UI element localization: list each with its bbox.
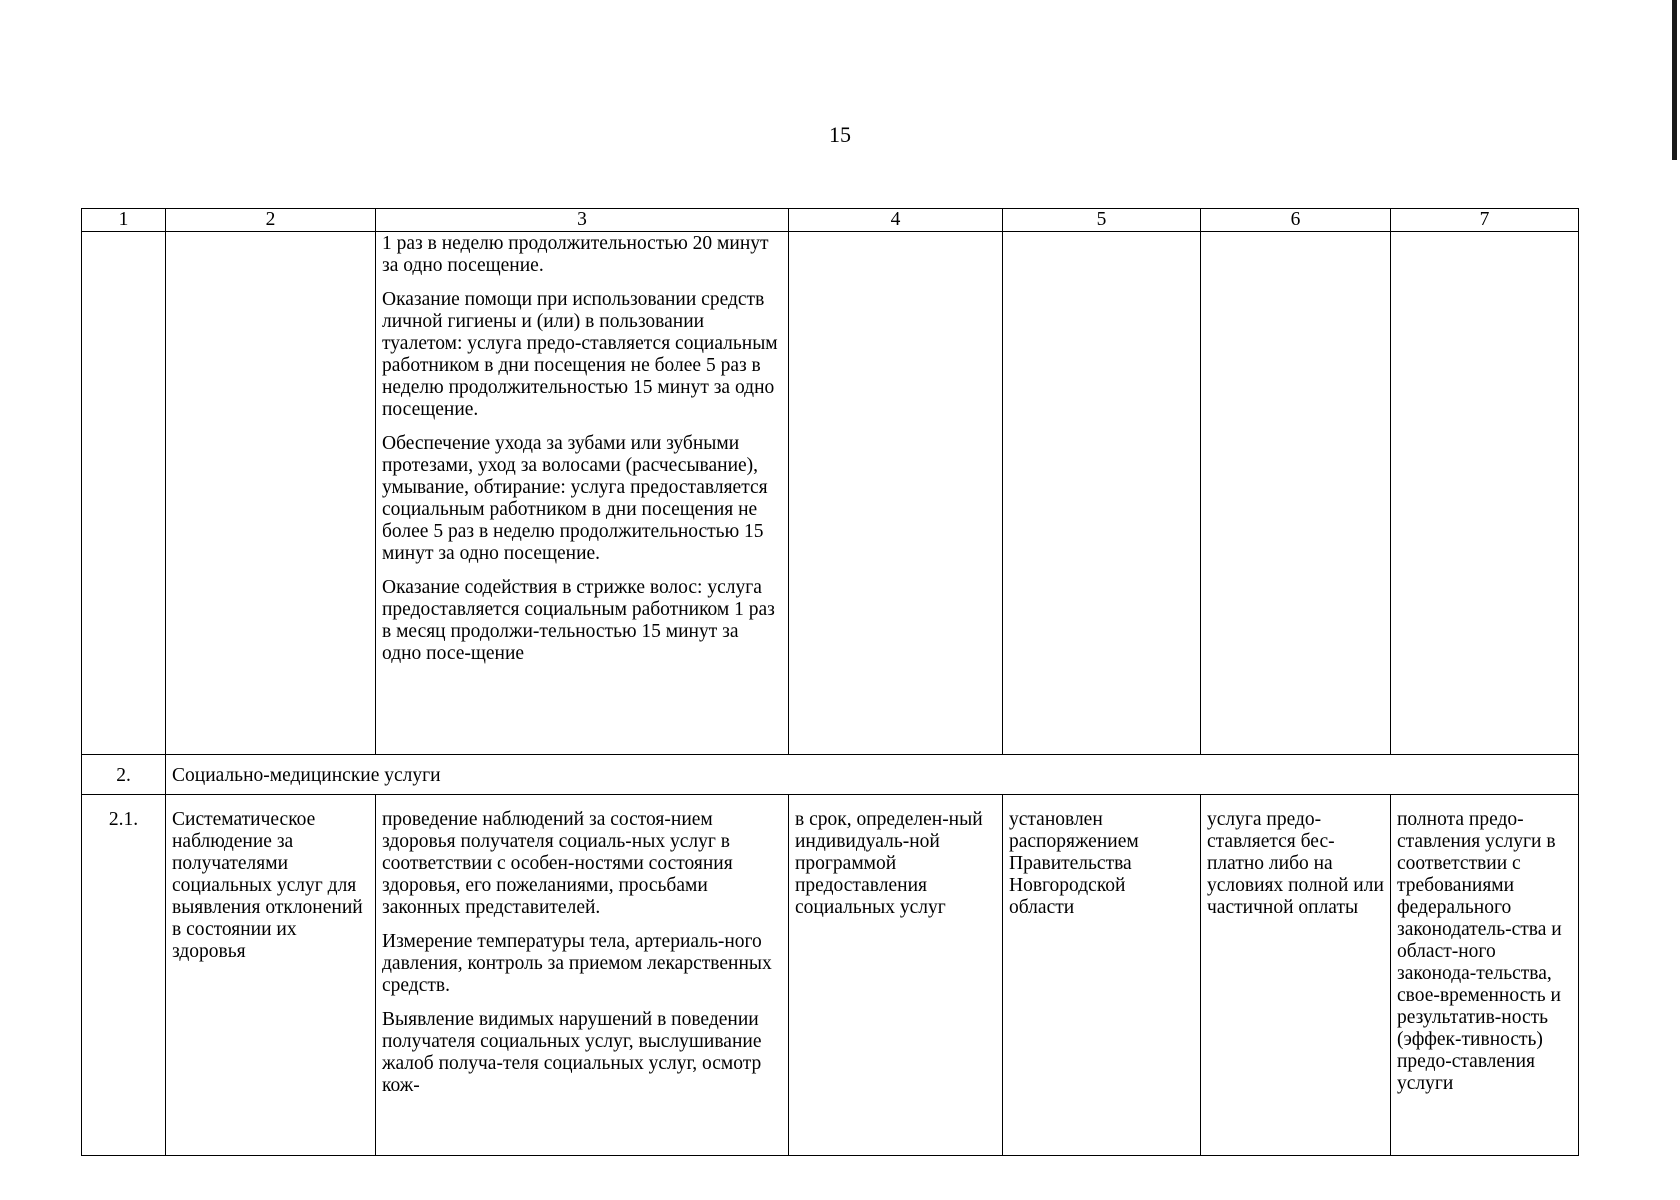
empty-cell xyxy=(1003,232,1201,755)
header-cell: 3 xyxy=(376,209,789,232)
service-norm: установлен распоряжением Правительства Новгородской области xyxy=(1003,795,1201,1156)
services-table xyxy=(81,208,1579,1156)
service-description-cell xyxy=(376,795,789,1156)
empty-cell xyxy=(166,232,376,755)
continuation-row xyxy=(82,232,1579,755)
service-term: в срок, определен-ный индивидуаль-ной программой предоставления социальных услуг xyxy=(789,795,1003,1156)
description-paragraph: проведение наблюдений за состоя-нием здоровья получателя социаль-ных услуг в соответствии с особен-ностями состояния здоровья, его пожеланиями, просьбами законных представителей. xyxy=(382,809,733,918)
service-name: Систематическое наблюдение за получателями социальных услуг для выявления отклонений в состоянии их здоровья xyxy=(166,795,376,1156)
service-payment: услуга предо-ставляется бес-платно либо на условиях полной или частичной оплаты xyxy=(1201,795,1391,1156)
header-cell: 7 xyxy=(1391,209,1579,232)
header-cell: 1 xyxy=(82,209,166,232)
description-paragraph: Оказание помощи при использовании средств личной гигиены и (или) в пользовании туалетом: услуга предо-ставляется социальным работником в дни посещения не более 5 раз в неделю продолжительностью 15 минут за одно посещение. xyxy=(382,289,778,420)
description-paragraph: Обеспечение ухода за зубами или зубными протезами, уход за волосами (расчесывание), умывание, обтирание: услуга предоставляется социальным работником в дни посещения не более 5 раз в неделю продолжительностью 15 минут за одно посещение. xyxy=(382,433,768,564)
header-cell: 2 xyxy=(166,209,376,232)
description-paragraph: Выявление видимых нарушений в поведении получателя социальных услуг, выслушивание жалоб получа-теля социальных услуг, осмотр кож- xyxy=(382,1009,762,1096)
scan-edge-line xyxy=(1672,0,1677,160)
empty-cell xyxy=(82,232,166,755)
section-title: Социально-медицинские услуги xyxy=(166,755,1579,795)
description-paragraph: Оказание содействия в стрижке волос: услуга предоставляется социальным работником 1 раз в месяц продолжи-тельностью 15 минут за одно посе-щение xyxy=(382,577,775,664)
header-cell: 5 xyxy=(1003,209,1201,232)
description-paragraph: Измерение температуры тела, артериаль-ного давления, контроль за приемом лекарственных средств. xyxy=(382,931,772,996)
header-cell: 4 xyxy=(789,209,1003,232)
section-number: 2. xyxy=(82,755,166,795)
service-quality: полнота предо-ставления услуги в соответствии с требованиями федерального законодатель-ства и област-ного законода-тельства, свое-временность и результатив-ность (эффек-тивность) предо-ставления услуги xyxy=(1391,795,1579,1156)
header-row xyxy=(82,209,1579,232)
empty-cell xyxy=(789,232,1003,755)
empty-cell xyxy=(1201,232,1391,755)
service-description-cell xyxy=(376,232,789,755)
description-paragraph: 1 раз в неделю продолжительностью 20 минут за одно посещение. xyxy=(382,233,769,276)
page-number: 15 xyxy=(829,122,851,147)
service-row-2-1 xyxy=(82,795,1579,1156)
service-number: 2.1. xyxy=(82,795,166,1156)
header-cell: 6 xyxy=(1201,209,1391,232)
empty-cell xyxy=(1391,232,1579,755)
section-row xyxy=(82,755,1579,795)
